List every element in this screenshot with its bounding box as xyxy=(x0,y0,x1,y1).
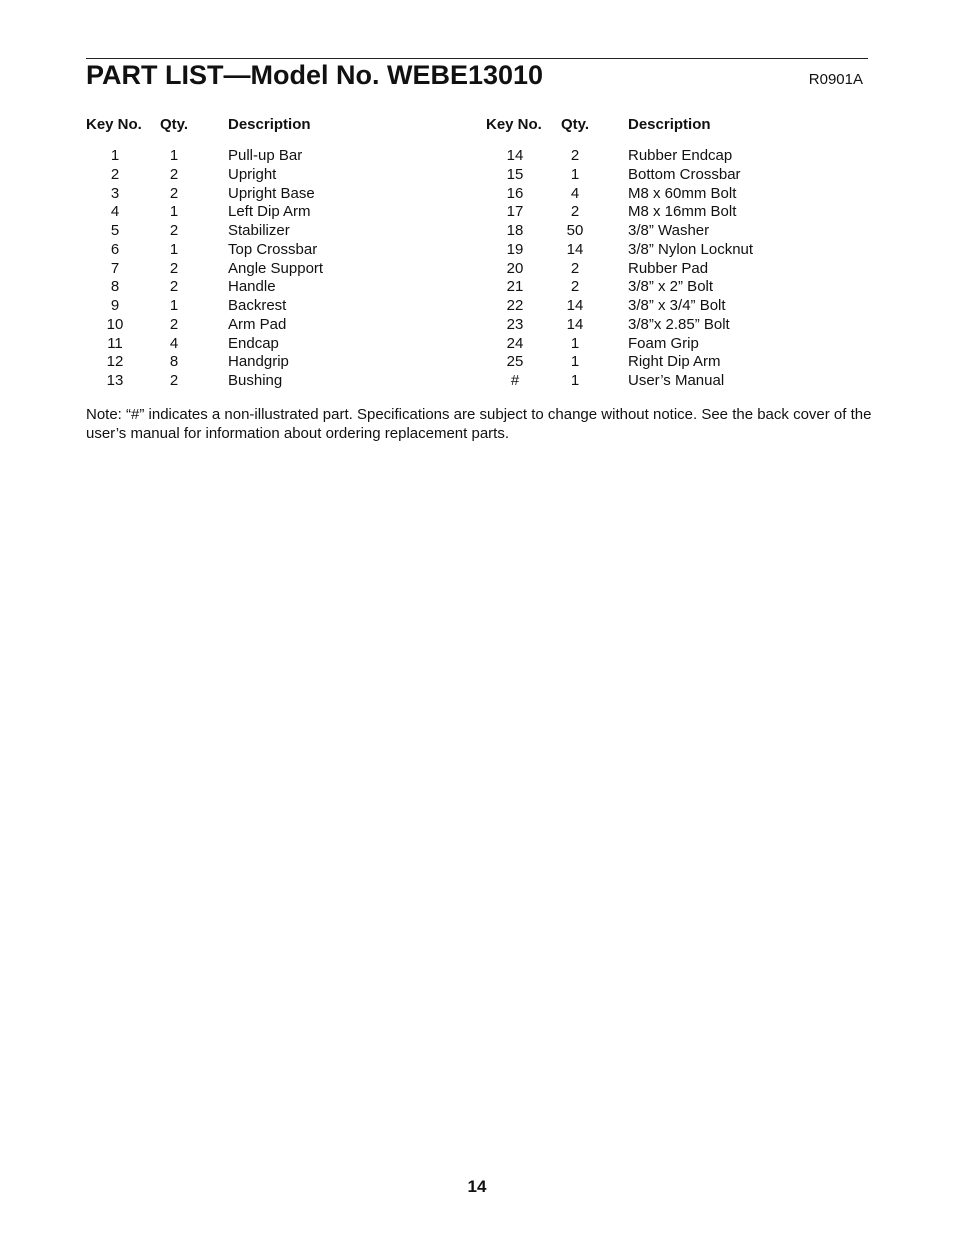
table-row xyxy=(486,278,868,297)
description-cell: 3/8” x 3/4” Bolt xyxy=(628,297,726,314)
description-cell: Rubber Pad xyxy=(628,259,709,277)
table-row xyxy=(86,260,426,279)
key-no-cell: 25 xyxy=(506,353,524,371)
qty-cell: 14 xyxy=(566,240,584,258)
description-cell: 3/8” Nylon Locknut xyxy=(628,240,754,258)
table-row xyxy=(86,353,426,372)
header-description: Description xyxy=(228,116,311,133)
description-cell: Left Dip Arm xyxy=(228,203,311,221)
table-row xyxy=(86,316,426,335)
parts-table-right xyxy=(486,116,868,391)
description-cell: Handle xyxy=(228,278,276,296)
qty-cell: 2 xyxy=(570,278,580,296)
qty-cell: 14 xyxy=(566,315,584,333)
key-no-cell: 23 xyxy=(506,315,524,333)
qty-cell: 2 xyxy=(169,165,179,183)
header-key-no: Key No. xyxy=(86,116,142,133)
qty-cell: 1 xyxy=(169,203,179,221)
qty-cell: 4 xyxy=(570,184,580,202)
qty-cell: 14 xyxy=(566,297,584,314)
description-cell: 3/8” x 2” Bolt xyxy=(628,278,714,296)
description-cell: 3/8”x 2.85” Bolt xyxy=(628,315,730,333)
table-header xyxy=(486,116,868,134)
description-cell: Top Crossbar xyxy=(228,240,318,258)
description-cell: Angle Support xyxy=(228,259,324,277)
table-row xyxy=(86,222,426,241)
description-cell: Rubber Endcap xyxy=(628,147,733,164)
table-row xyxy=(86,185,426,204)
table-row xyxy=(86,297,426,316)
qty-cell: 1 xyxy=(570,353,580,371)
key-no-cell: 7 xyxy=(110,259,120,277)
description-cell: 3/8” Washer xyxy=(628,222,710,239)
table-row xyxy=(486,297,868,316)
key-no-cell: 2 xyxy=(110,165,120,183)
description-cell: M8 x 16mm Bolt xyxy=(628,203,737,221)
table-rows xyxy=(486,147,868,391)
key-no-cell: 14 xyxy=(506,147,524,164)
header-description: Description xyxy=(628,116,711,133)
description-cell: M8 x 60mm Bolt xyxy=(628,184,737,202)
description-cell: Handgrip xyxy=(228,353,289,371)
key-no-cell: 16 xyxy=(506,184,524,202)
table-row xyxy=(486,316,868,335)
description-cell: Upright Base xyxy=(228,184,315,202)
table-header xyxy=(86,116,426,134)
description-cell: Right Dip Arm xyxy=(628,353,721,371)
table-row xyxy=(486,222,868,241)
description-cell: Stabilizer xyxy=(228,222,290,239)
key-no-cell: # xyxy=(510,372,520,389)
key-no-cell: 12 xyxy=(106,353,124,371)
qty-cell: 1 xyxy=(169,147,179,164)
key-no-cell: 10 xyxy=(106,315,124,333)
key-no-cell: 9 xyxy=(110,297,120,314)
table-row xyxy=(86,147,426,166)
qty-cell: 50 xyxy=(566,222,584,239)
table-row xyxy=(486,241,868,260)
description-cell: Pull-up Bar xyxy=(228,147,303,164)
qty-cell: 2 xyxy=(570,203,580,221)
table-row xyxy=(486,335,868,354)
table-rows xyxy=(86,147,426,391)
table-row xyxy=(86,278,426,297)
table-row xyxy=(86,335,426,354)
key-no-cell: 4 xyxy=(110,203,120,221)
description-cell: User’s Manual xyxy=(628,372,725,389)
table-row xyxy=(86,166,426,185)
key-no-cell: 22 xyxy=(506,297,524,314)
table-row xyxy=(86,203,426,222)
key-no-cell: 1 xyxy=(110,147,120,164)
qty-cell: 2 xyxy=(570,147,580,164)
qty-cell: 1 xyxy=(169,297,179,314)
table-row xyxy=(486,260,868,279)
description-cell: Backrest xyxy=(228,297,287,314)
table-row xyxy=(86,241,426,260)
key-no-cell: 17 xyxy=(506,203,524,221)
qty-cell: 1 xyxy=(570,165,580,183)
document-code: R0901A xyxy=(808,71,863,88)
qty-cell: 2 xyxy=(169,278,179,296)
table-row xyxy=(86,372,426,391)
qty-cell: 2 xyxy=(169,259,179,277)
key-no-cell: 5 xyxy=(110,222,120,239)
qty-cell: 2 xyxy=(570,259,580,277)
note-text: Note: “#” indicates a non-illustrated part. Specifications are subject to change without notice. See the back cover of the user’s manual for information about ordering replacement parts. xyxy=(86,406,872,442)
table-row xyxy=(486,353,868,372)
qty-cell: 2 xyxy=(169,184,179,202)
qty-cell: 1 xyxy=(570,372,580,389)
header-key-no: Key No. xyxy=(486,116,542,133)
key-no-cell: 24 xyxy=(506,334,524,352)
table-row xyxy=(486,203,868,222)
key-no-cell: 21 xyxy=(506,278,524,296)
qty-cell: 8 xyxy=(169,353,179,371)
key-no-cell: 8 xyxy=(110,278,120,296)
parts-table-left xyxy=(86,116,426,391)
qty-cell: 2 xyxy=(169,372,179,389)
description-cell: Endcap xyxy=(228,334,279,352)
header-qty: Qty. xyxy=(561,116,590,133)
key-no-cell: 15 xyxy=(506,165,524,183)
description-cell: Upright xyxy=(228,165,277,183)
page-title: PART LIST—Model No. WEBE13010 xyxy=(86,60,544,90)
page-number: 14 xyxy=(467,1177,487,1196)
key-no-cell: 20 xyxy=(506,259,524,277)
table-row xyxy=(486,166,868,185)
key-no-cell: 11 xyxy=(107,334,123,352)
description-cell: Foam Grip xyxy=(628,334,699,352)
qty-cell: 1 xyxy=(570,334,580,352)
key-no-cell: 6 xyxy=(110,240,120,258)
key-no-cell: 13 xyxy=(106,372,124,389)
qty-cell: 1 xyxy=(169,240,179,258)
key-no-cell: 18 xyxy=(506,222,524,239)
table-row xyxy=(486,147,868,166)
qty-cell: 2 xyxy=(169,222,179,239)
key-no-cell: 19 xyxy=(506,240,524,258)
description-cell: Bushing xyxy=(228,372,283,389)
table-row xyxy=(486,185,868,204)
description-cell: Bottom Crossbar xyxy=(628,165,741,183)
header-qty: Qty. xyxy=(160,116,189,133)
table-row xyxy=(486,372,868,391)
top-rule xyxy=(86,58,868,59)
description-cell: Arm Pad xyxy=(228,315,287,333)
qty-cell: 2 xyxy=(169,315,179,333)
key-no-cell: 3 xyxy=(110,184,120,202)
qty-cell: 4 xyxy=(169,334,179,352)
